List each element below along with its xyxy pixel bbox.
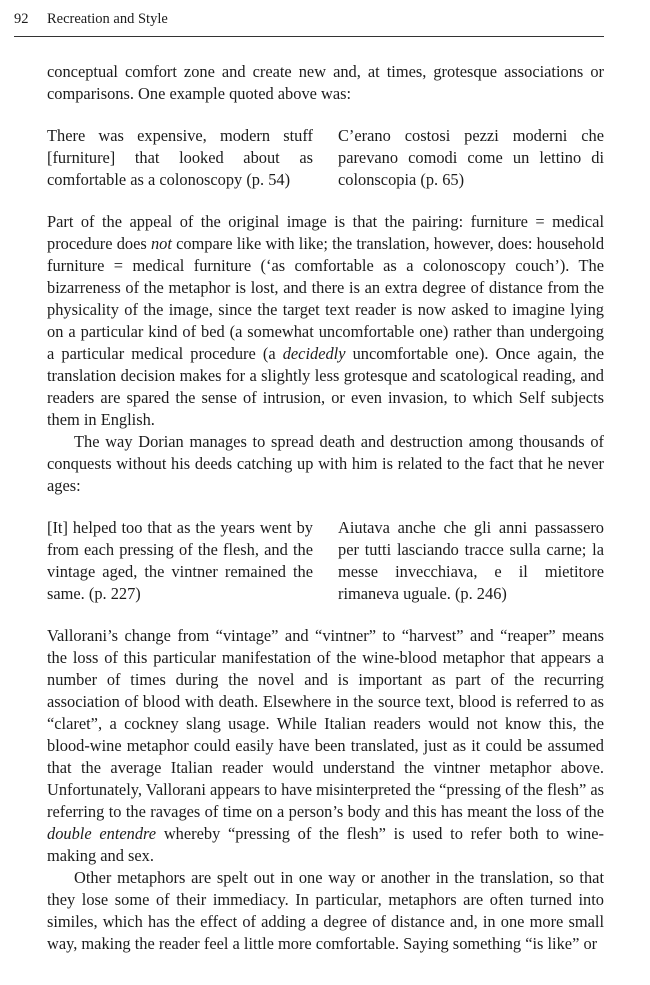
para4-text-a: Vallorani’s change from “vintage” and “vintner” to “harvest” and “reaper” means the loss of this particular manifestation of the wine-blood metaphor that appears a number of times during the novel and is important as part of the recurring association of blood with death. Elsewhere in the source text, blood is referred to as “claret”, a cockney slang usage. While Italian readers would not know this, the blood-wine metaphor could easily have been translated, just as it could be assumed that the average Italian reader would understand the vintner metaphor above. Unfortunately, Vallorani appears to have misinterpreted the “pressing of the flesh” as referring to the ravages of time on a person’s body and this has meant the loss of the bbox=[47, 626, 604, 821]
body-text bbox=[47, 61, 604, 955]
running-header bbox=[14, 10, 604, 37]
example-1-english: There was expensive, modern stuff [furniture] that looked about as comfortable as a colonoscopy (p. 54) bbox=[47, 126, 313, 189]
paragraph-2 bbox=[47, 211, 604, 431]
para4-text-b: whereby “pressing of the flesh” is used to refer both to wine-making and sex. bbox=[47, 824, 604, 865]
para2-emphasis-not: not bbox=[150, 234, 172, 253]
example-1-parallel-quote bbox=[47, 125, 604, 191]
example-2-italian: Aiutava anche che gli anni passassero per tutti lasciando tracce sulla carne; la messe invecchiava, e il mietitore rimaneva uguale. (p. 246) bbox=[338, 518, 604, 603]
para2-text-b: compare like with like; the translation, however, does: household furniture = medical furniture (‘as comfortable as a colonoscopy couch’). The bizarreness of the metaphor is lost, and there is an extra degree of distance from the physicality of the image, since the target text reader is now asked to imagine lying on a particular kind of bed (a somewhat uncomfortable one) rather than undergoing a particular medical procedure (a bbox=[47, 234, 605, 363]
page-number: 92 bbox=[14, 11, 29, 27]
paragraph-intro: conceptual comfort zone and create new and, at times, grotesque associations or comparisons. One example quoted above was: bbox=[47, 62, 604, 103]
paragraph-3: The way Dorian manages to spread death and destruction among thousands of conquests without his deeds catching up with him is related to the fact that he never ages: bbox=[47, 432, 604, 495]
paragraph-5: Other metaphors are spelt out in one way or another in the translation, so that they lose some of their immediacy. In particular, metaphors are often turned into similes, which has the effect of adding a degree of distance and, in one more small way, making the reader feel a little more comfortable. Saying something “is like” or bbox=[47, 868, 604, 953]
example-1-italian: C’erano costosi pezzi moderni che parevano comodi come un lettino di colonscopia (p. 65) bbox=[338, 126, 604, 189]
paragraph-4 bbox=[47, 625, 604, 867]
running-title: Recreation and Style bbox=[47, 11, 168, 27]
para4-emphasis-double-entendre: double entendre bbox=[47, 824, 157, 843]
para2-emphasis-decidedly: decidedly bbox=[282, 344, 346, 363]
example-2-parallel-quote bbox=[47, 517, 604, 605]
para2-text-c: uncomfortable one). Once again, the translation decision makes for a slightly less grotesque and scatological reading, and readers are spared the sense of intrusion, or even invasion, to which Self subjects them in English. bbox=[47, 344, 604, 429]
para2-text-a: Part of the appeal of the original image is that the pairing: furniture = medical procedure does bbox=[47, 212, 604, 253]
example-2-english: [It] helped too that as the years went by from each pressing of the flesh, and the vintage aged, the vintner remained the same. (p. 227) bbox=[47, 518, 313, 603]
